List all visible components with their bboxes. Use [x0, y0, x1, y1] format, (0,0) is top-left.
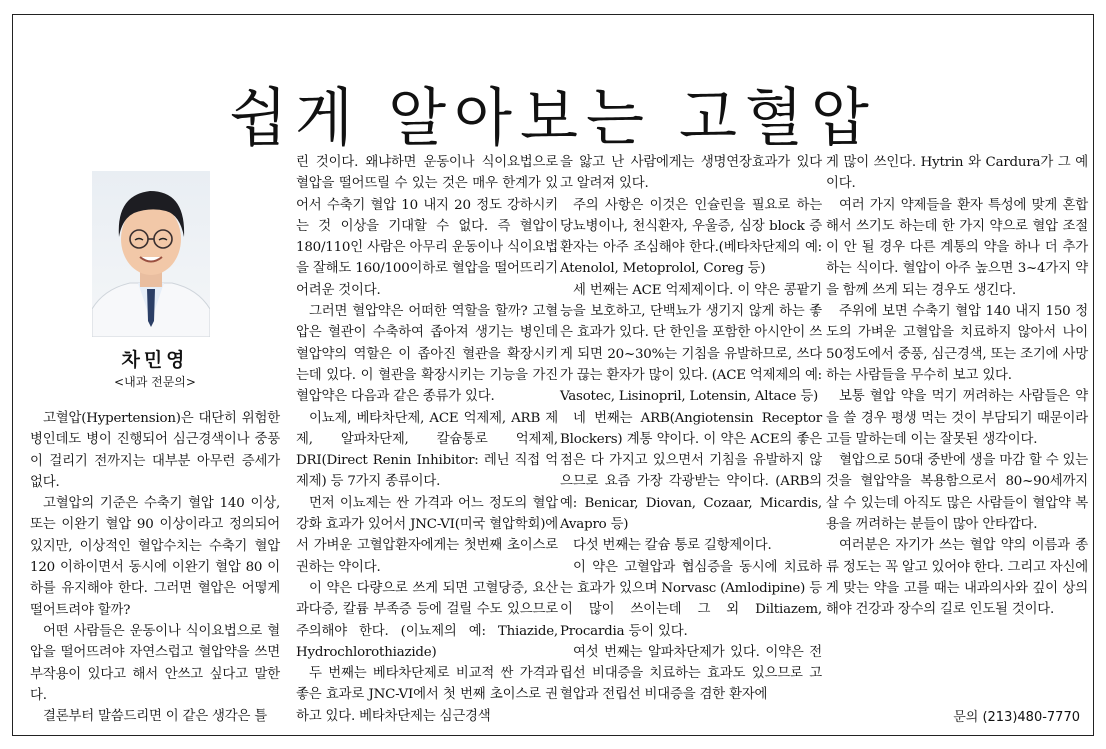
paragraph: 세 번째는 ACE 억제제이다. 이 약은 콩팥기능을 보호하고, 단백뇨가 생기지 않게 하는 좋은 효과가 있다. 단 한인을 포함한 아시안이 쓰게 되면 20~30%는 기침을 유발하므로, 쓰다가 끊는 환자가 많이 있다. (ACE 억제제의 예: Vasotec, Lisinopril, Lotensin, Altace 등) — [560, 282, 822, 405]
author-portrait-illustration — [92, 171, 210, 337]
paragraph: 어떤 사람들은 운동이나 식이요법으로 혈압을 떨어뜨려야 자연스럽고 혈압약을 쓰면 부작용이 있다고 해서 안쓰고 싶다고 말한다. — [30, 623, 280, 703]
paragraph: 이뇨제, 베타차단제, ACE 억제제, ARB 제제, 알파차단제, 칼슘통로 억제제, DRI(Direct Renin Inhibitor: 레닌 직접 억제제) 등 7가지 종류이다. — [296, 410, 558, 490]
article-column-3 — [560, 152, 822, 706]
paragraph-continued: 을 앓고 난 사람에게는 생명연장효과가 있다고 알려져 있다. — [560, 155, 822, 192]
paragraph: 고혈압(Hypertension)은 대단히 위험한 병인데도 병이 진행되어 심근경색이나 중풍이 걸리기 전까지는 대부분 아무런 증세가 없다. — [30, 411, 280, 490]
article-column-1 — [30, 408, 280, 727]
paragraph: 이 약은 고혈압과 협심증을 동시에 치료하는 효과가 있으며 Norvasc (Amlodipine) 등이 많이 쓰이는데 그 외 Diltiazem, Procardia 등이 있다. — [560, 559, 822, 639]
paragraph: 먼저 이뇨제는 싼 가격과 어느 정도의 혈압 강화 효과가 있어서 JNC-VI(미국 혈압학회)에서 가벼운 고혈압환자에게는 첫번째 초이스로 권하는 약이다. — [296, 495, 558, 575]
paragraph: 다섯 번째는 칼슘 통로 길항제이다. — [573, 538, 772, 554]
paragraph: 그러면 혈압약은 어떠한 역할을 할까? 고혈압은 혈관이 수축하여 좁아져 생기는 병인데 혈압약의 역할은 이 좁아진 혈관을 확장시키는데 있다. 이 혈관을 확장시키는 기능을 가진 혈압약은 다음과 같은 종류가 있다. — [296, 304, 558, 405]
paragraph: 주위에 보면 수축기 혈압 140 내지 150 정도의 가벼운 고혈압을 치료하지 않아서 나이 50정도에서 중풍, 심근경색, 또는 조기에 사망하는 사람들을 무수히 보고 있다. — [826, 304, 1088, 383]
paragraph: 네 번째는 ARB(Angiotensin Receptor Blockers) 계통 약이다. 이 약은 ACE의 좋은 점은 다 가지고 있으면서 기침을 유발하지 않으므로 요즘 가장 각광받는 약이다. (ARB의 예: Benicar, Diovan, Cozaar, Micardis, Avapro 등) — [560, 410, 822, 533]
article-column-4 — [826, 152, 1088, 621]
paragraph: 여러분은 자기가 쓰는 혈압 약의 이름과 종류 정도는 꼭 알고 있어야 한다. 그리고 자신에게 맞는 약을 고를 때는 내과의사와 깊이 상의해야 건강과 장수의 길로 인도될 것이다. — [826, 538, 1088, 618]
article-column-2 — [296, 152, 558, 727]
paragraph: 주의 사항은 이것은 인슐린을 필요로 하는 당뇨병이나, 천식환자, 우울증, 심장 block 증 환자는 아주 조심해야 한다.(베타차단제의 예: Atenolol, Metoprolol, Coreg 등) — [560, 197, 822, 277]
paragraph: 고혈압의 기준은 수축기 혈압 140 이상, 또는 이완기 혈압 90 이상이라고 정의되어 있지만, 이상적인 혈압수치는 수축기 혈압 120 이하이면서 동시에 이완기 혈압 80 이하를 유지해야 한다. 그러면 혈압은 어떻게 떨어트려야 할까? — [30, 496, 280, 618]
paragraph: 이 약은 다량으로 쓰게 되면 고혈당증, 요산과다증, 칼륨 부족증 등에 걸릴 수도 있으므로 주의해야 한다. (이뇨제의 예: Thiazide, Hydrochlorothiazide) — [296, 580, 558, 660]
paragraph-continued: 린 것이다. 왜냐하면 운동이나 식이요법으로 혈압을 떨어뜨릴 수 있는 것은 매우 한계가 있어서 수축기 혈압 10 내지 20 정도 강하시키는 것 이상을 기대할 수 없다. 즉 혈압이 180/110인 사람은 아무리 운동이나 식이요법을 잘해도 160/100이하로 혈압을 떨어뜨리기 어려운 것이다. — [296, 155, 558, 298]
paragraph: 두 번째는 베타차단제로 비교적 싼 가격과 좋은 효과로 JNC-VI에서 첫 번째 초이스로 권하고 있다. 베타차단제는 심근경색 — [296, 666, 558, 724]
author-photo — [92, 171, 210, 337]
paragraph: 결론부터 말씀드리면 이 같은 생각은 틀 — [43, 709, 268, 725]
paragraph: 혈압으로 50대 중반에 생을 마감 할 수 있는 것을 혈압약을 복용함으로서 80~90세까지 살 수 있는데 아직도 많은 사람들이 혈압약 복용을 꺼려하는 분들이 많아 안타깝다. — [826, 453, 1088, 533]
paragraph: 보통 혈압 약을 먹기 꺼려하는 사람들은 약을 쓸 경우 평생 먹는 것이 부담되기 때문이라고들 말하는데 이는 잘못된 생각이다. — [826, 389, 1088, 447]
article-title: 쉽게 알아보는 고혈압 — [229, 81, 877, 156]
paragraph: 여러 가지 약제들을 환자 특성에 맞게 혼합해서 쓰기도 하는데 한 가지 약으로 혈압 조절이 안 될 경우 다른 계통의 약을 하나 더 추가하는 식이다. 혈압이 아주 높으면 3~4가지 약을 함께 쓰게 되는 경우도 생긴다. — [826, 197, 1088, 298]
author-title: <내과 전문의> — [114, 375, 196, 389]
contact-phone: 문의 (213)480-7770 — [953, 710, 1080, 725]
author-name: 차민영 — [121, 349, 189, 371]
paragraph-continued: 게 많이 쓰인다. Hytrin 와 Cardura가 그 예이다. — [826, 155, 1088, 192]
paragraph: 여섯 번째는 알파차단제가 있다. 이약은 전립선 비대증을 치료하는 효과도 있으므로 고혈압과 전립선 비대증을 겸한 환자에 — [560, 644, 822, 703]
